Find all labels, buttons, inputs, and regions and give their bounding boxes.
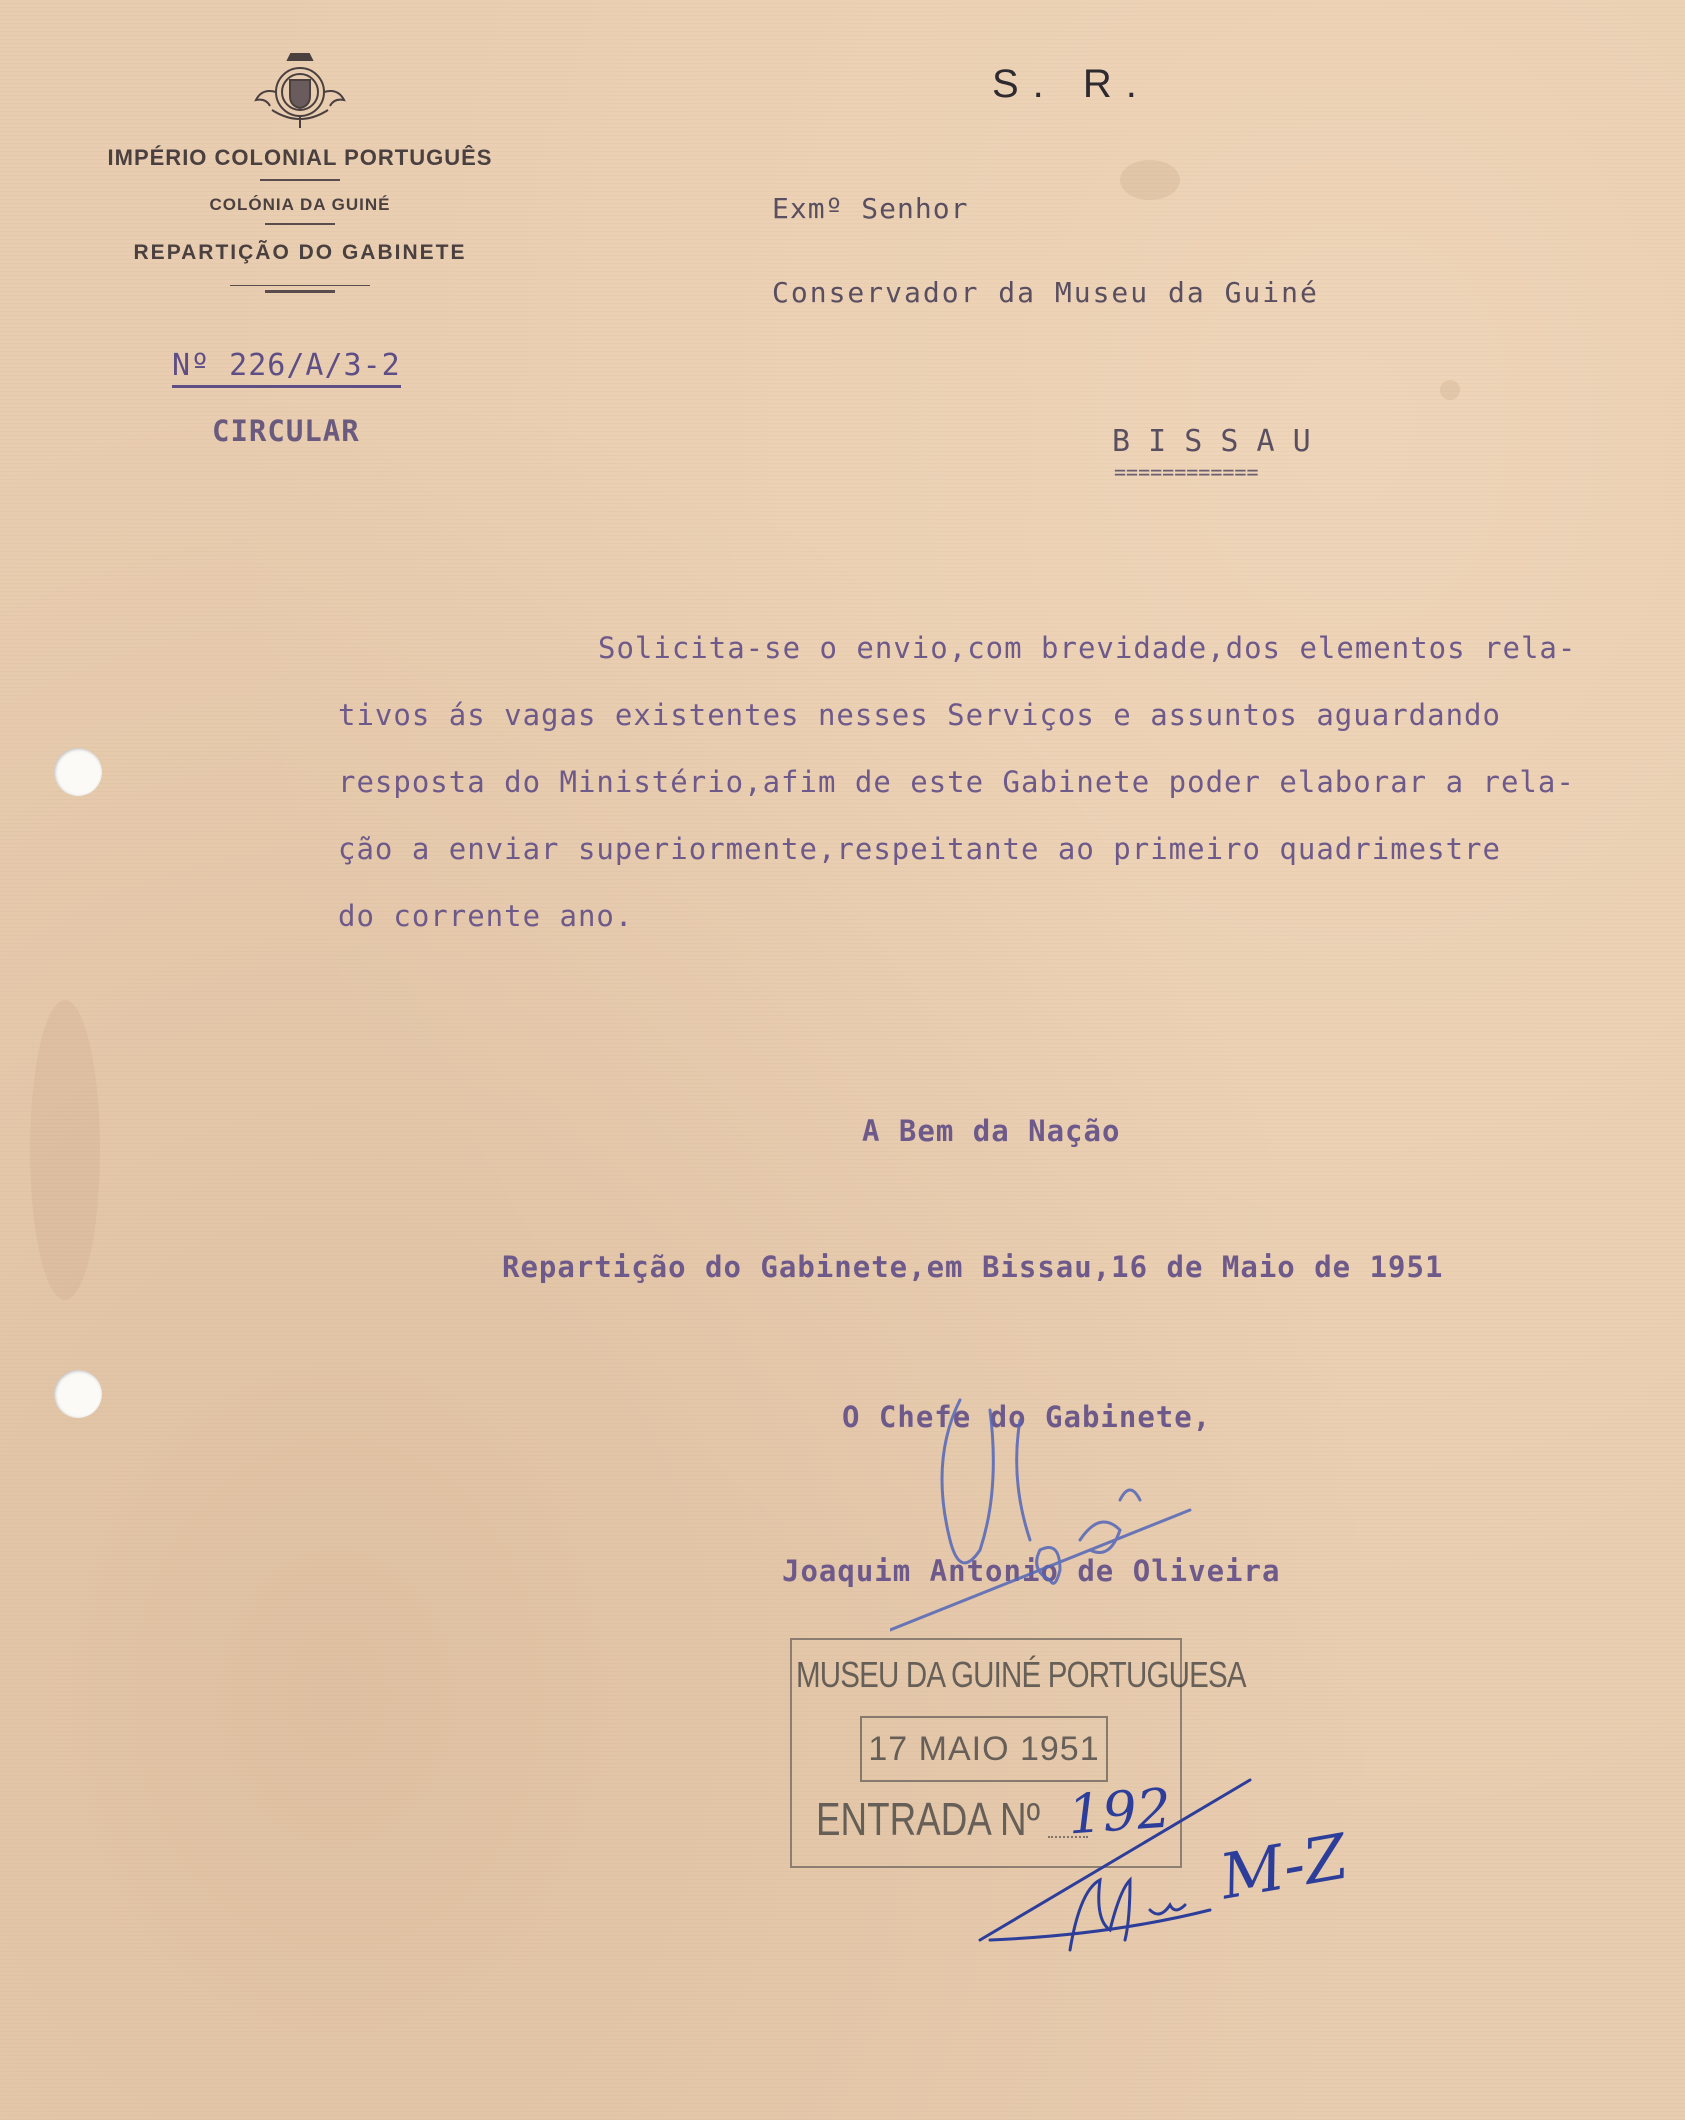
stamp-date: 17 MAIO 1951 bbox=[860, 1716, 1108, 1782]
body-line: resposta do Ministério,afim de este Gabinete poder elaborar a rela- bbox=[338, 765, 1575, 799]
addressee-salutation: Exmº Senhor bbox=[772, 192, 969, 225]
divider bbox=[230, 285, 370, 286]
addressee-city-underline: ============ bbox=[1114, 460, 1259, 484]
stamp-entrada-label: ENTRADA Nº bbox=[816, 1793, 1041, 1845]
letterhead-line-1: IMPÉRIO COLONIAL PORTUGUÊS bbox=[107, 145, 493, 170]
body-line: tivos ás vagas existentes nesses Serviços e assuntos aguardando bbox=[338, 698, 1501, 732]
punch-hole bbox=[54, 1370, 102, 1418]
letterhead-line-2: COLÓNIA DA GUINÉ bbox=[209, 195, 391, 214]
paper-stain bbox=[1440, 380, 1460, 400]
letterhead bbox=[60, 50, 540, 293]
closing-role: O Chefe do Gabinete, bbox=[842, 1400, 1212, 1434]
divider bbox=[265, 290, 335, 293]
body-line: ção a enviar superiormente,respeitante ao primeiro quadrimestre bbox=[338, 832, 1501, 866]
punch-hole bbox=[54, 748, 102, 796]
handwritten-annotation: M-Z bbox=[1214, 1819, 1353, 1914]
coat-of-arms-icon bbox=[252, 50, 348, 132]
sr-header: S. R. bbox=[992, 62, 1151, 106]
body-line: do corrente ano. bbox=[338, 899, 634, 933]
closing-place-date: Repartição do Gabinete,em Bissau,16 de Maio de 1951 bbox=[502, 1250, 1444, 1284]
handwritten-signature bbox=[890, 1380, 1310, 1640]
closing-name: Joaquim Antonio de Oliveira bbox=[782, 1554, 1281, 1588]
stamp-entrada-number: 192 bbox=[1065, 1776, 1174, 1847]
body-paragraph bbox=[338, 615, 1576, 950]
closing-motto: A Bem da Nação bbox=[862, 1114, 1121, 1148]
paper-stain bbox=[1120, 160, 1180, 200]
paper-stain bbox=[30, 1000, 100, 1300]
letterhead-line-3: REPARTIÇÃO DO GABINETE bbox=[133, 241, 467, 264]
initials-scribble bbox=[970, 1770, 1270, 1970]
reference-type: CIRCULAR bbox=[212, 414, 360, 448]
divider bbox=[265, 223, 335, 225]
body-line: Solicita-se o envio,com brevidade,dos elementos rela- bbox=[598, 631, 1577, 665]
divider bbox=[260, 179, 340, 181]
stamp-title: MUSEU DA GUINÉ PORTUGUESA bbox=[796, 1654, 1246, 1695]
addressee-city: B I S S A U bbox=[1112, 424, 1311, 459]
reference-number: Nº 226/A/3-2 bbox=[172, 348, 401, 388]
addressee-title: Conservador da Museu da Guiné bbox=[772, 276, 1319, 309]
